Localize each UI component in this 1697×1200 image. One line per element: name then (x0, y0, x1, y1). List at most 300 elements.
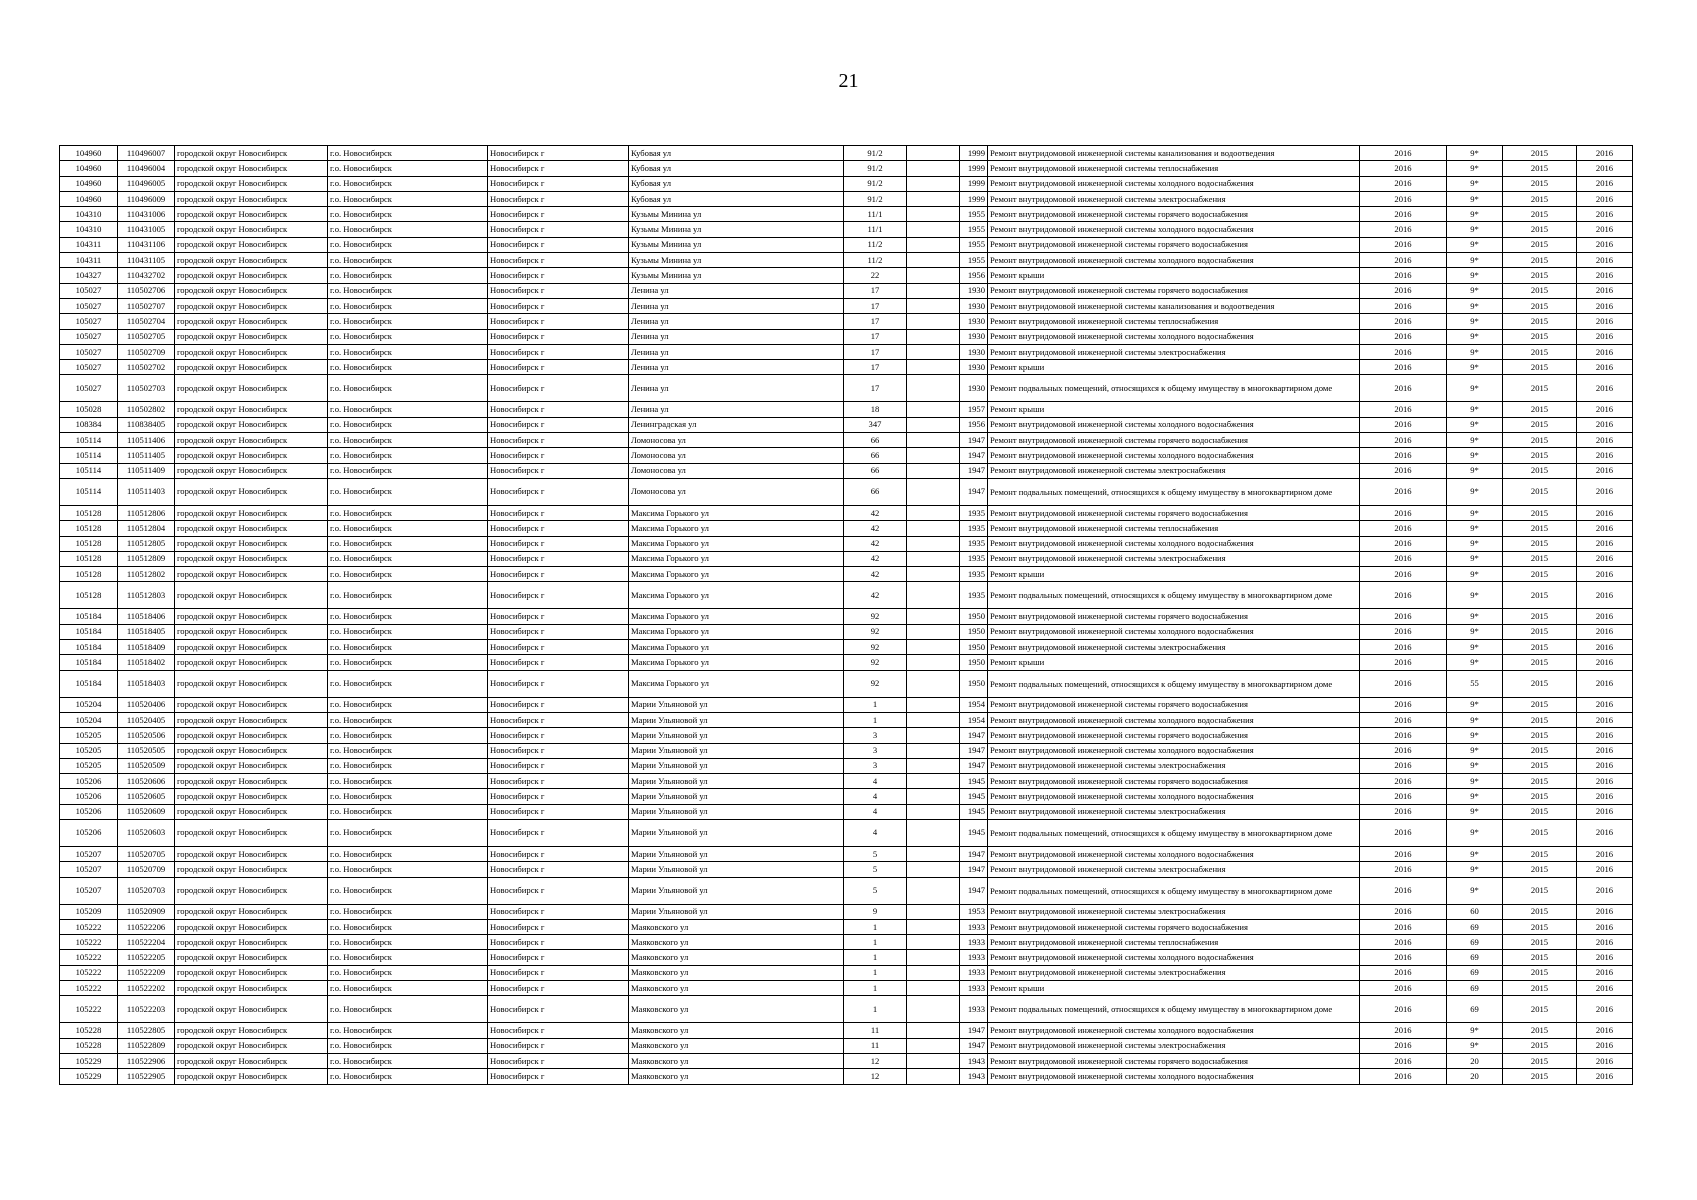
work-id-cell: 110518406 (118, 609, 175, 624)
building-cell (907, 417, 960, 432)
end-year-cell: 2016 (1577, 1069, 1633, 1084)
work-type-cell: Ремонт внутридомовой инженерной системы электроснабжения (988, 1038, 1360, 1053)
work-type-cell: Ремонт подвальных помещений, относящихся к общему имуществу в многоквартирном доме (988, 375, 1360, 402)
start-year-cell: 2015 (1503, 146, 1577, 161)
building-cell (907, 743, 960, 758)
plan-year-cell: 2016 (1360, 567, 1447, 582)
locality-cell: Новосибирск г (488, 283, 629, 298)
work-type-cell: Ремонт внутридомовой инженерной системы холодного водоснабжения (988, 1023, 1360, 1038)
house-number-cell: 4 (844, 819, 907, 846)
year-built-cell: 1955 (960, 237, 988, 252)
locality-cell: Новосибирск г (488, 697, 629, 712)
building-cell (907, 176, 960, 191)
work-id-cell: 110520909 (118, 904, 175, 919)
share-cell-cell: 9* (1447, 640, 1503, 655)
table-row (60, 417, 1633, 432)
settlement-cell: г.о. Новосибирск (328, 582, 488, 609)
street-cell: Кузьмы Минина ул (629, 222, 844, 237)
municipal-district-cell: городской округ Новосибирск (175, 935, 328, 950)
settlement-cell: г.о. Новосибирск (328, 253, 488, 268)
locality-cell: Новосибирск г (488, 146, 629, 161)
house-id-cell: 104960 (60, 146, 118, 161)
table-row (60, 253, 1633, 268)
end-year-cell: 2016 (1577, 965, 1633, 980)
start-year-cell: 2015 (1503, 402, 1577, 417)
street-cell: Ленина ул (629, 298, 844, 313)
locality-cell: Новосибирск г (488, 329, 629, 344)
building-cell (907, 789, 960, 804)
plan-year-cell: 2016 (1360, 609, 1447, 624)
building-cell (907, 996, 960, 1023)
locality-cell: Новосибирск г (488, 268, 629, 283)
work-id-cell: 110431006 (118, 207, 175, 222)
year-built-cell: 1930 (960, 283, 988, 298)
municipal-district-cell: городской округ Новосибирск (175, 965, 328, 980)
settlement-cell: г.о. Новосибирск (328, 655, 488, 670)
work-id-cell: 110838405 (118, 417, 175, 432)
building-cell (907, 965, 960, 980)
start-year-cell: 2015 (1503, 161, 1577, 176)
share-cell-cell: 9* (1447, 344, 1503, 359)
work-id-cell: 110518402 (118, 655, 175, 670)
share-cell-cell: 9* (1447, 176, 1503, 191)
share-cell-cell: 69 (1447, 919, 1503, 934)
share-cell-cell: 9* (1447, 655, 1503, 670)
municipal-district-cell: городской округ Новосибирск (175, 433, 328, 448)
work-type-cell: Ремонт внутридомовой инженерной системы теплоснабжения (988, 935, 1360, 950)
work-type-cell: Ремонт внутридомовой инженерной системы горячего водоснабжения (988, 1053, 1360, 1068)
street-cell: Ленина ул (629, 360, 844, 375)
locality-cell: Новосибирск г (488, 1069, 629, 1084)
share-cell-cell: 9* (1447, 758, 1503, 773)
street-cell: Кузьмы Минина ул (629, 253, 844, 268)
start-year-cell: 2015 (1503, 965, 1577, 980)
locality-cell: Новосибирск г (488, 207, 629, 222)
end-year-cell: 2016 (1577, 743, 1633, 758)
plan-year-cell: 2016 (1360, 904, 1447, 919)
building-cell (907, 329, 960, 344)
end-year-cell: 2016 (1577, 478, 1633, 505)
municipal-district-cell: городской округ Новосибирск (175, 919, 328, 934)
street-cell: Ленина ул (629, 402, 844, 417)
work-id-cell: 110496009 (118, 191, 175, 206)
work-type-cell: Ремонт внутридомовой инженерной системы горячего водоснабжения (988, 609, 1360, 624)
street-cell: Ленина ул (629, 344, 844, 359)
table-row (60, 283, 1633, 298)
year-built-cell: 1947 (960, 463, 988, 478)
locality-cell: Новосибирск г (488, 417, 629, 432)
house-number-cell: 91/2 (844, 146, 907, 161)
start-year-cell: 2015 (1503, 582, 1577, 609)
year-built-cell: 1954 (960, 697, 988, 712)
building-cell (907, 222, 960, 237)
house-number-cell: 92 (844, 655, 907, 670)
house-number-cell: 42 (844, 505, 907, 520)
municipal-district-cell: городской округ Новосибирск (175, 207, 328, 222)
work-type-cell: Ремонт внутридомовой инженерной системы холодного водоснабжения (988, 417, 1360, 432)
house-number-cell: 42 (844, 551, 907, 566)
house-id-cell: 104960 (60, 161, 118, 176)
building-cell (907, 567, 960, 582)
work-type-cell: Ремонт внутридомовой инженерной системы канализования и водоотведения (988, 298, 1360, 313)
year-built-cell: 1945 (960, 789, 988, 804)
table-row (60, 360, 1633, 375)
house-id-cell: 105128 (60, 521, 118, 536)
table-row (60, 846, 1633, 861)
start-year-cell: 2015 (1503, 433, 1577, 448)
year-built-cell: 1955 (960, 222, 988, 237)
end-year-cell: 2016 (1577, 268, 1633, 283)
start-year-cell: 2015 (1503, 1053, 1577, 1068)
table-row (60, 402, 1633, 417)
street-cell: Максима Горького ул (629, 567, 844, 582)
street-cell: Марии Ульяновой ул (629, 789, 844, 804)
work-id-cell: 110522906 (118, 1053, 175, 1068)
start-year-cell: 2015 (1503, 1023, 1577, 1038)
work-type-cell: Ремонт внутридомовой инженерной системы электроснабжения (988, 965, 1360, 980)
house-id-cell: 105184 (60, 670, 118, 697)
year-built-cell: 1930 (960, 314, 988, 329)
start-year-cell: 2015 (1503, 551, 1577, 566)
plan-year-cell: 2016 (1360, 433, 1447, 448)
share-cell-cell: 69 (1447, 950, 1503, 965)
street-cell: Маяковского ул (629, 996, 844, 1023)
work-id-cell: 110520609 (118, 804, 175, 819)
year-built-cell: 1930 (960, 375, 988, 402)
work-type-cell: Ремонт внутридомовой инженерной системы горячего водоснабжения (988, 697, 1360, 712)
building-cell (907, 877, 960, 904)
work-id-cell: 110511406 (118, 433, 175, 448)
work-type-cell: Ремонт крыши (988, 402, 1360, 417)
end-year-cell: 2016 (1577, 360, 1633, 375)
house-id-cell: 105027 (60, 314, 118, 329)
table-row (60, 1069, 1633, 1084)
work-type-cell: Ремонт внутридомовой инженерной системы электроснабжения (988, 758, 1360, 773)
work-id-cell: 110502702 (118, 360, 175, 375)
plan-year-cell: 2016 (1360, 1069, 1447, 1084)
end-year-cell: 2016 (1577, 804, 1633, 819)
settlement-cell: г.о. Новосибирск (328, 1023, 488, 1038)
street-cell: Марии Ульяновой ул (629, 697, 844, 712)
start-year-cell: 2015 (1503, 981, 1577, 996)
house-number-cell: 11/1 (844, 207, 907, 222)
work-id-cell: 110520505 (118, 743, 175, 758)
house-id-cell: 105128 (60, 536, 118, 551)
work-type-cell: Ремонт внутридомовой инженерной системы холодного водоснабжения (988, 743, 1360, 758)
year-built-cell: 1933 (960, 996, 988, 1023)
house-number-cell: 11/2 (844, 237, 907, 252)
work-type-cell: Ремонт внутридомовой инженерной системы горячего водоснабжения (988, 505, 1360, 520)
house-number-cell: 3 (844, 743, 907, 758)
municipal-district-cell: городской округ Новосибирск (175, 877, 328, 904)
work-type-cell: Ремонт внутридомовой инженерной системы горячего водоснабжения (988, 919, 1360, 934)
municipal-district-cell: городской округ Новосибирск (175, 268, 328, 283)
house-number-cell: 92 (844, 609, 907, 624)
share-cell-cell: 9* (1447, 862, 1503, 877)
end-year-cell: 2016 (1577, 697, 1633, 712)
house-number-cell: 66 (844, 463, 907, 478)
start-year-cell: 2015 (1503, 536, 1577, 551)
municipal-district-cell: городской округ Новосибирск (175, 804, 328, 819)
end-year-cell: 2016 (1577, 161, 1633, 176)
street-cell: Марии Ульяновой ул (629, 877, 844, 904)
municipal-district-cell: городской округ Новосибирск (175, 417, 328, 432)
municipal-district-cell: городской округ Новосибирск (175, 774, 328, 789)
plan-year-cell: 2016 (1360, 329, 1447, 344)
house-number-cell: 17 (844, 283, 907, 298)
work-id-cell: 110512806 (118, 505, 175, 520)
street-cell: Маяковского ул (629, 1069, 844, 1084)
work-type-cell: Ремонт внутридомовой инженерной системы холодного водоснабжения (988, 846, 1360, 861)
locality-cell: Новосибирск г (488, 655, 629, 670)
table-row (60, 298, 1633, 313)
share-cell-cell: 9* (1447, 207, 1503, 222)
house-number-cell: 9 (844, 904, 907, 919)
work-id-cell: 110520406 (118, 697, 175, 712)
share-cell-cell: 9* (1447, 1038, 1503, 1053)
work-type-cell: Ремонт подвальных помещений, относящихся к общему имуществу в многоквартирном доме (988, 670, 1360, 697)
start-year-cell: 2015 (1503, 640, 1577, 655)
work-type-cell: Ремонт крыши (988, 655, 1360, 670)
table-row (60, 758, 1633, 773)
settlement-cell: г.о. Новосибирск (328, 1038, 488, 1053)
work-type-cell: Ремонт внутридомовой инженерной системы горячего водоснабжения (988, 207, 1360, 222)
municipal-district-cell: городской округ Новосибирск (175, 551, 328, 566)
plan-year-cell: 2016 (1360, 375, 1447, 402)
plan-year-cell: 2016 (1360, 1023, 1447, 1038)
work-id-cell: 110522209 (118, 965, 175, 980)
share-cell-cell: 20 (1447, 1053, 1503, 1068)
year-built-cell: 1956 (960, 268, 988, 283)
settlement-cell: г.о. Новосибирск (328, 624, 488, 639)
house-id-cell: 105207 (60, 846, 118, 861)
house-id-cell: 108384 (60, 417, 118, 432)
settlement-cell: г.о. Новосибирск (328, 743, 488, 758)
house-number-cell: 4 (844, 789, 907, 804)
work-type-cell: Ремонт внутридомовой инженерной системы горячего водоснабжения (988, 433, 1360, 448)
plan-year-cell: 2016 (1360, 314, 1447, 329)
settlement-cell: г.о. Новосибирск (328, 536, 488, 551)
year-built-cell: 1930 (960, 344, 988, 359)
plan-year-cell: 2016 (1360, 728, 1447, 743)
street-cell: Кубовая ул (629, 146, 844, 161)
work-type-cell: Ремонт внутридомовой инженерной системы электроснабжения (988, 862, 1360, 877)
locality-cell: Новосибирск г (488, 877, 629, 904)
locality-cell: Новосибирск г (488, 862, 629, 877)
work-type-cell: Ремонт внутридомовой инженерной системы горячего водоснабжения (988, 728, 1360, 743)
settlement-cell: г.о. Новосибирск (328, 789, 488, 804)
municipal-district-cell: городской округ Новосибирск (175, 283, 328, 298)
start-year-cell: 2015 (1503, 862, 1577, 877)
locality-cell: Новосибирск г (488, 640, 629, 655)
building-cell (907, 375, 960, 402)
work-id-cell: 110520506 (118, 728, 175, 743)
street-cell: Марии Ульяновой ул (629, 758, 844, 773)
street-cell: Ленина ул (629, 314, 844, 329)
locality-cell: Новосибирск г (488, 789, 629, 804)
municipal-district-cell: городской округ Новосибирск (175, 640, 328, 655)
work-type-cell: Ремонт внутридомовой инженерной системы холодного водоснабжения (988, 329, 1360, 344)
year-built-cell: 1954 (960, 712, 988, 727)
start-year-cell: 2015 (1503, 253, 1577, 268)
work-id-cell: 110522204 (118, 935, 175, 950)
building-cell (907, 846, 960, 861)
plan-year-cell: 2016 (1360, 448, 1447, 463)
settlement-cell: г.о. Новосибирск (328, 981, 488, 996)
locality-cell: Новосибирск г (488, 253, 629, 268)
share-cell-cell: 9* (1447, 375, 1503, 402)
street-cell: Максима Горького ул (629, 609, 844, 624)
table-row (60, 222, 1633, 237)
year-built-cell: 1945 (960, 774, 988, 789)
settlement-cell: г.о. Новосибирск (328, 402, 488, 417)
work-type-cell: Ремонт внутридомовой инженерной системы холодного водоснабжения (988, 222, 1360, 237)
end-year-cell: 2016 (1577, 609, 1633, 624)
street-cell: Марии Ульяновой ул (629, 819, 844, 846)
table-row (60, 176, 1633, 191)
plan-year-cell: 2016 (1360, 804, 1447, 819)
work-id-cell: 110502802 (118, 402, 175, 417)
share-cell-cell: 69 (1447, 996, 1503, 1023)
end-year-cell: 2016 (1577, 146, 1633, 161)
house-number-cell: 1 (844, 996, 907, 1023)
house-number-cell: 91/2 (844, 176, 907, 191)
municipal-district-cell: городской округ Новосибирск (175, 846, 328, 861)
work-type-cell: Ремонт подвальных помещений, относящихся к общему имуществу в многоквартирном доме (988, 582, 1360, 609)
work-id-cell: 110502703 (118, 375, 175, 402)
table-row (60, 505, 1633, 520)
house-id-cell: 104960 (60, 191, 118, 206)
house-number-cell: 92 (844, 640, 907, 655)
building-cell (907, 536, 960, 551)
year-built-cell: 1947 (960, 862, 988, 877)
work-type-cell: Ремонт внутридомовой инженерной системы канализования и водоотведения (988, 146, 1360, 161)
start-year-cell: 2015 (1503, 904, 1577, 919)
street-cell: Марии Ульяновой ул (629, 846, 844, 861)
year-built-cell: 1999 (960, 176, 988, 191)
end-year-cell: 2016 (1577, 950, 1633, 965)
settlement-cell: г.о. Новосибирск (328, 609, 488, 624)
year-built-cell: 1947 (960, 728, 988, 743)
year-built-cell: 1933 (960, 919, 988, 934)
building-cell (907, 774, 960, 789)
year-built-cell: 1935 (960, 536, 988, 551)
start-year-cell: 2015 (1503, 283, 1577, 298)
share-cell-cell: 9* (1447, 819, 1503, 846)
start-year-cell: 2015 (1503, 846, 1577, 861)
end-year-cell: 2016 (1577, 448, 1633, 463)
work-type-cell: Ремонт внутридомовой инженерной системы горячего водоснабжения (988, 774, 1360, 789)
settlement-cell: г.о. Новосибирск (328, 329, 488, 344)
locality-cell: Новосибирск г (488, 609, 629, 624)
settlement-cell: г.о. Новосибирск (328, 237, 488, 252)
house-number-cell: 11/1 (844, 222, 907, 237)
plan-year-cell: 2016 (1360, 758, 1447, 773)
work-id-cell: 110511409 (118, 463, 175, 478)
year-built-cell: 1947 (960, 433, 988, 448)
municipal-district-cell: городской округ Новосибирск (175, 758, 328, 773)
table-row (60, 161, 1633, 176)
table-row (60, 819, 1633, 846)
start-year-cell: 2015 (1503, 268, 1577, 283)
house-id-cell: 104310 (60, 207, 118, 222)
house-id-cell: 105027 (60, 375, 118, 402)
plan-year-cell: 2016 (1360, 877, 1447, 904)
building-cell (907, 862, 960, 877)
street-cell: Ленина ул (629, 375, 844, 402)
house-number-cell: 42 (844, 521, 907, 536)
start-year-cell: 2015 (1503, 655, 1577, 670)
work-id-cell: 110502705 (118, 329, 175, 344)
plan-year-cell: 2016 (1360, 582, 1447, 609)
work-id-cell: 110502704 (118, 314, 175, 329)
locality-cell: Новосибирск г (488, 161, 629, 176)
settlement-cell: г.о. Новосибирск (328, 640, 488, 655)
start-year-cell: 2015 (1503, 1069, 1577, 1084)
locality-cell: Новосибирск г (488, 567, 629, 582)
house-id-cell: 104311 (60, 237, 118, 252)
work-type-cell: Ремонт внутридомовой инженерной системы холодного водоснабжения (988, 536, 1360, 551)
house-id-cell: 105114 (60, 433, 118, 448)
municipal-district-cell: городской округ Новосибирск (175, 819, 328, 846)
building-cell (907, 478, 960, 505)
municipal-district-cell: городской округ Новосибирск (175, 448, 328, 463)
locality-cell: Новосибирск г (488, 935, 629, 950)
table-row (60, 743, 1633, 758)
plan-year-cell: 2016 (1360, 655, 1447, 670)
house-id-cell: 105206 (60, 774, 118, 789)
share-cell-cell: 9* (1447, 161, 1503, 176)
house-number-cell: 11 (844, 1023, 907, 1038)
year-built-cell: 1943 (960, 1053, 988, 1068)
house-number-cell: 5 (844, 862, 907, 877)
street-cell: Марии Ульяновой ул (629, 728, 844, 743)
share-cell-cell: 9* (1447, 463, 1503, 478)
start-year-cell: 2015 (1503, 463, 1577, 478)
settlement-cell: г.о. Новосибирск (328, 567, 488, 582)
building-cell (907, 161, 960, 176)
locality-cell: Новосибирск г (488, 1053, 629, 1068)
share-cell-cell: 9* (1447, 478, 1503, 505)
plan-year-cell: 2016 (1360, 1053, 1447, 1068)
plan-year-cell: 2016 (1360, 950, 1447, 965)
table-row (60, 996, 1633, 1023)
end-year-cell: 2016 (1577, 655, 1633, 670)
share-cell-cell: 9* (1447, 567, 1503, 582)
year-built-cell: 1935 (960, 582, 988, 609)
year-built-cell: 1956 (960, 417, 988, 432)
locality-cell: Новосибирск г (488, 904, 629, 919)
locality-cell: Новосибирск г (488, 237, 629, 252)
street-cell: Маяковского ул (629, 1023, 844, 1038)
end-year-cell: 2016 (1577, 536, 1633, 551)
settlement-cell: г.о. Новосибирск (328, 819, 488, 846)
street-cell: Кубовая ул (629, 161, 844, 176)
settlement-cell: г.о. Новосибирск (328, 448, 488, 463)
table-row (60, 862, 1633, 877)
work-id-cell: 110511403 (118, 478, 175, 505)
building-cell (907, 505, 960, 520)
street-cell: Кузьмы Минина ул (629, 268, 844, 283)
start-year-cell: 2015 (1503, 774, 1577, 789)
house-id-cell: 105206 (60, 804, 118, 819)
end-year-cell: 2016 (1577, 1053, 1633, 1068)
work-id-cell: 110520705 (118, 846, 175, 861)
table-row (60, 1038, 1633, 1053)
street-cell: Марии Ульяновой ул (629, 743, 844, 758)
settlement-cell: г.о. Новосибирск (328, 298, 488, 313)
work-id-cell: 110496004 (118, 161, 175, 176)
